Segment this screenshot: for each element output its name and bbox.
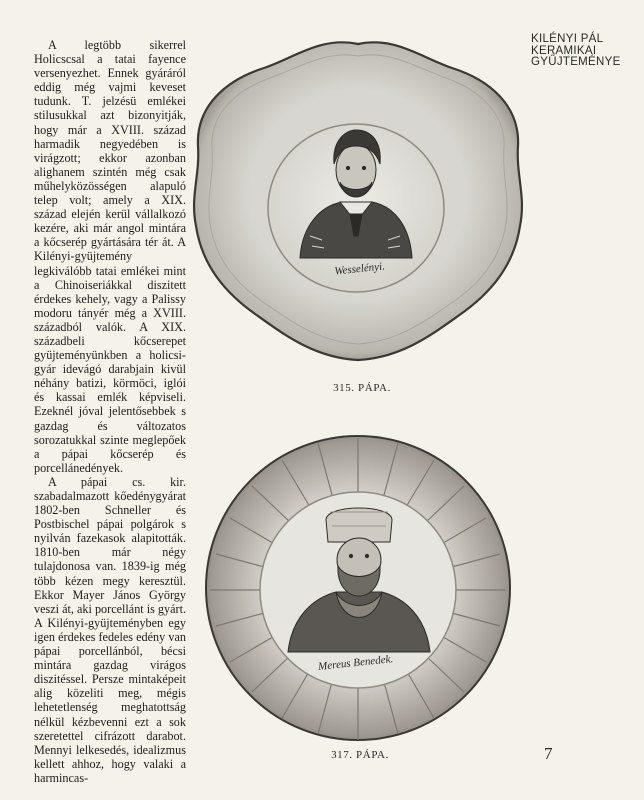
figure-315-caption: 315. PÁPA. — [333, 382, 391, 394]
plate-317-photo — [196, 430, 520, 746]
running-header: KILÉNYI PÁL KERAMIKAI GYŰJTEMÉNYE — [531, 33, 621, 68]
plate-317-inscription: Mereus Benedek. — [317, 653, 394, 673]
plate-315-inscription: Wesselényi. — [333, 260, 386, 278]
plate-315-photo — [190, 36, 526, 368]
body-text-column — [34, 38, 186, 785]
figure-317-caption: 317. PÁPA. — [331, 749, 389, 761]
paragraph-2: A pápai cs. kir. szabadalmazott kőedénygyárat 1802-ben Schneller és Postbischel pápai polgárok s nyilván fazekasok alapitották. 1810-ben már négy tulajdonosa van. 1839-ig még több kézen megy keresztül. Ekkor Mayer János György veszi át, aki porcellánt is gyárt. A Kilényi-gyüjteményben egy igen érdekes fedeles edény van pápai porcellánból, bécsi mintára gazdag virágos diszitéssel. Persze mintaképeit alig közeliti meg, mégis lehetetlenség meghatottság nélkül kézbevenni ezt a sok szeretettel cifrázott darabot. Mennyi lelkesedés, idealizmus kellett ahhoz, hogy valaki a harmincas- — [34, 474, 186, 785]
page-number: 7 — [544, 744, 553, 763]
paragraph-1: A legtöbb sikerrel Holicscsal a tatai fayence versenyezhet. Ennek gyáráról eddig még vajmi keveset tudunk. T. jelzésü emlékei stilusukkal azt bizonyitják, hogy már a XVIII. század harmadik negyedében is virágzott; ekkor azonban alighanem szintén még csak műhelyközösségen alapuló telep volt; amely a XIX. század elején kerül vállalkozó kezére, aki már angol mintára a kőcserép gyártására tér át. A Kilényi-gyüjtemény legkiválóbb tatai emlékei mint a Chinoiseriákkal diszitett érdekes kehely, vagy a Palissy modoru tányér még a XVIII. századból valók. A XIX. századbeli kőcserepet gyüjteményünkben a holicsi-gyár idevágó darabjain kivül néhány batizi, körmöci, iglói és kassai emlék képviseli. Ezeknél jóval jelentősebbek s gazdag és változatos sorozatukkal szinte meglepőek a pápai kőcserép és porcellánedények. — [34, 38, 186, 475]
